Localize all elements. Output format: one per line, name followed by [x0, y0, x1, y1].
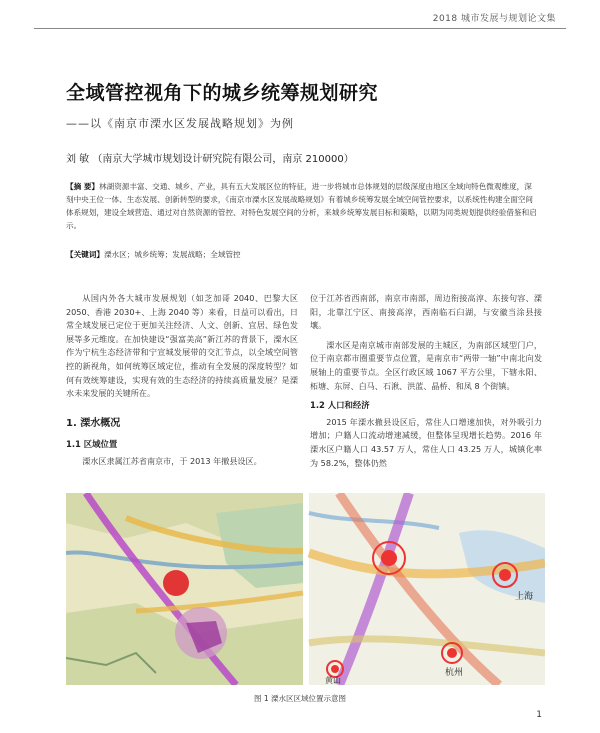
section-1-2-heading: 1.2 人口和经济 [310, 400, 370, 411]
keywords-text: 溧水区；城乡统筹；发展战略；全域管控 [103, 250, 241, 259]
page-number: 1 [536, 710, 542, 720]
figure-caption: 图 1 溧水区区域位置示意图 [253, 694, 347, 703]
left-map [66, 493, 303, 685]
right-map [309, 493, 545, 685]
map-label-shanghai: 上海 [515, 592, 534, 602]
header-rule [34, 28, 566, 29]
population-paragraph: 2015 年溧水撤县设区后，常住人口增速加快，对外吸引力增加；户籍人口流动增速减缓，但整体呈现增长趋势。2016 年溧水区户籍人口 43.57 万人，常住人口 43.25 万人，城镇化率为 58.2%，整体仍然 [310, 416, 542, 468]
location-paragraph: 位于江苏省西南部，南京市南部，周边衔接高淳、东接句容、溧阳，北靠江宁区、南接高淳，西南临石臼湖，与安徽当涂县接壤。 [310, 293, 542, 331]
left-column [66, 292, 298, 469]
keywords-label: 【关键词】 [66, 250, 104, 259]
regional-location-maps [66, 493, 545, 685]
abstract [66, 180, 538, 232]
keywords [66, 249, 538, 260]
map-label-huangshan: 黄山 [325, 676, 341, 685]
section-1-1-heading: 1.1 区域位置 [66, 439, 118, 450]
section-1-1-text: 溧水区隶属江苏省南京市，于 2013 年撤县设区。 [82, 455, 262, 466]
section-1-heading: 1. 溧水概况 [66, 417, 121, 429]
abstract-label: 【摘 要】 [66, 182, 100, 191]
abstract-text: 林湖资源丰富、交通、城乡、产业，具有五大发展区位的特征，进一步将城市总体规划的层级深度由地区全域向特色微观维度，深刻中央王位一体、生态发展、创新转型的要求，《南京市溧水区发展战略规划》有着城乡统筹发展全域空间管控要求，以系统性构建全面空间体系规划，建设全域营造、通过对自然资源的管控、对特色发展空间的分析，来城乡统筹发展目标和策略，以期为同类规划提供经验借鉴和启示。 [66, 182, 537, 230]
city-paragraph: 溧水区是南京城市南部发展的主城区，为南部区域型门户，位于南京都市圈重要节点位置，是南京市“两带一轴”中南北向发展轴上的重要节点。全区行政区域 1067 平方公里，下辖永阳、柘塘、东屏、白马、石湫、洪蓝、晶桥、和凤 8 个街镇。 [310, 339, 542, 391]
article-subtitle: ——以《南京市溧水区发展战略规划》为例 [66, 117, 294, 130]
running-header: 2018 城市发展与规划论文集 [432, 14, 556, 24]
right-column [310, 292, 542, 470]
intro-paragraph: 从国内外各大城市发展规划（如芝加哥 2040、巴黎大区 2050、香港 2030+、上海 2040 等）来看，日益可以看出，日常全域发展已定位于更加关注经济、人文、创新、宜居、绿色发展等多元维度。在加快建设“强富美高”新江苏的背景下，溧水区作为宁杭生态经济带和宁宣城发展带的交汇节点，以全域空间管控的新视角，如何统筹区域定位，推动有全发展的深度转型？如何有效统筹建设，实现有效的生态经济的持续高质量发展？是溧水未来发展的关键所在。 [66, 293, 298, 399]
article-title: 全域管控视角下的城乡统筹规划研究 [66, 82, 379, 104]
figure-1 [66, 493, 545, 685]
map-label-hangzhou: 杭州 [445, 668, 464, 678]
author-line: 刘 敏 （南京大学城市规划设计研究院有限公司，南京 210000） [66, 154, 354, 165]
